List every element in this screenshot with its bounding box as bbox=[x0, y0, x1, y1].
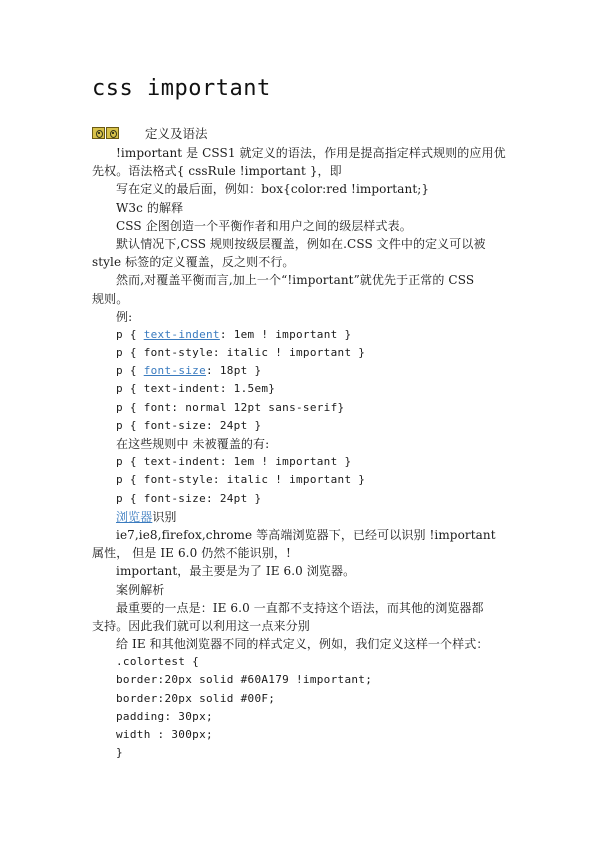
code-line bbox=[92, 726, 512, 744]
text-line bbox=[92, 144, 512, 162]
line-text: important，最主要是为了 IE 6.0 浏览器。 bbox=[116, 564, 356, 579]
code-line bbox=[92, 362, 512, 380]
text-line bbox=[92, 217, 512, 235]
text-line bbox=[92, 526, 512, 544]
line-text: !important 是 CSS1 就定义的语法，作用是提高指定样式规则的应用优 bbox=[116, 146, 506, 160]
code-line bbox=[92, 380, 512, 398]
text-line bbox=[92, 562, 512, 580]
line-text: p { font: normal 12pt sans-serif} bbox=[116, 400, 345, 414]
code-line bbox=[92, 653, 512, 671]
line-text: width : 300px; bbox=[116, 728, 213, 741]
text-line bbox=[92, 635, 512, 653]
code-line bbox=[92, 399, 512, 417]
gear-icon bbox=[92, 127, 105, 139]
line-text: 识别 bbox=[152, 509, 177, 524]
code-line bbox=[92, 690, 512, 708]
text-line bbox=[92, 599, 512, 617]
line-text: p { font-size: 24pt } bbox=[116, 418, 262, 432]
line-text: CSS 企图创造一个平衡作者和用户之间的级层样式表。 bbox=[116, 218, 412, 233]
text-line bbox=[92, 308, 512, 326]
text-line bbox=[92, 199, 512, 217]
inline-link[interactable]: 浏览器 bbox=[116, 509, 153, 524]
code-line bbox=[92, 344, 512, 362]
line-text: 支持。因此我们就可以利用这一点来分别 bbox=[92, 618, 310, 633]
line-text: p { text-indent: 1em ! important } bbox=[116, 455, 352, 469]
line-text: .colortest { bbox=[116, 655, 200, 669]
line-text: style 标签的定义覆盖，反之则不行。 bbox=[92, 255, 295, 270]
section-heading bbox=[92, 124, 208, 142]
line-text: } bbox=[116, 746, 123, 760]
text-line bbox=[92, 180, 512, 198]
text-line bbox=[92, 617, 512, 635]
text-line bbox=[92, 162, 512, 180]
inline-link[interactable]: text-indent bbox=[143, 327, 220, 341]
text-line bbox=[92, 435, 512, 453]
text-line bbox=[92, 581, 512, 599]
line-text: p { bbox=[116, 364, 144, 378]
line-text: 给 IE 和其他浏览器不同的样式定义，例如，我们定义这样一个样式： bbox=[116, 637, 489, 652]
line-text: border:20px solid #60A179 !important; bbox=[116, 673, 373, 687]
line-text: p { font-style: italic ! important } bbox=[116, 473, 366, 487]
text-line bbox=[92, 271, 512, 289]
text-line bbox=[92, 508, 512, 526]
code-line bbox=[92, 490, 512, 508]
line-text: p { font-size: 24pt } bbox=[116, 491, 262, 505]
line-text: p { font-style: italic ! important } bbox=[116, 346, 366, 360]
code-line bbox=[92, 708, 512, 726]
code-line bbox=[92, 744, 512, 762]
line-text: : 18pt } bbox=[206, 364, 262, 378]
line-text: 属性， 但是 IE 6.0 仍然不能识别，! bbox=[92, 546, 291, 561]
text-line bbox=[92, 235, 512, 253]
code-line bbox=[92, 326, 512, 344]
code-line bbox=[92, 671, 512, 689]
section-title: 定义及语法 bbox=[145, 126, 208, 141]
line-text: 案例解析 bbox=[116, 582, 165, 597]
text-line bbox=[92, 253, 512, 271]
line-text: p { bbox=[116, 327, 144, 341]
inline-link[interactable]: font-size bbox=[143, 364, 207, 378]
code-line bbox=[92, 417, 512, 435]
code-line bbox=[92, 471, 512, 489]
line-text: ie7,ie8,firefox,chrome 等高端浏览器下，已经可以识别 !important bbox=[116, 527, 496, 542]
line-text: 在这些规则中 未被覆盖的有: bbox=[116, 437, 270, 451]
line-text: 最重要的一点是：IE 6.0 一直都不支持这个语法，而其他的浏览器都 bbox=[116, 600, 484, 615]
document-body bbox=[92, 144, 512, 762]
line-text: padding: 30px; bbox=[116, 709, 213, 723]
text-line bbox=[92, 290, 512, 308]
line-text: 写在定义的最后面，例如：box{color:red !important;} bbox=[116, 182, 430, 197]
line-text: 然而,对覆盖平衡而言,加上一个“!important”就优先于正常的 CSS bbox=[116, 273, 475, 288]
gear-icon bbox=[106, 127, 119, 139]
line-text: 默认情况下,CSS 规则按级层覆盖，例如在.CSS 文件中的定义可以被 bbox=[116, 236, 486, 251]
line-text: 先权。语法格式{ cssRule !important }，即 bbox=[92, 164, 342, 179]
bullet-icon-pair bbox=[92, 127, 119, 139]
text-line bbox=[92, 544, 512, 562]
page-title: css important bbox=[92, 76, 271, 101]
line-text: W3c 的解释 bbox=[116, 200, 184, 215]
line-text: p { text-indent: 1.5em} bbox=[116, 382, 276, 396]
code-line bbox=[92, 453, 512, 471]
line-text: 例: bbox=[116, 309, 133, 324]
line-text: : 1em ! important } bbox=[219, 327, 352, 341]
line-text: border:20px solid #00F; bbox=[116, 691, 276, 705]
line-text: 规则。 bbox=[92, 291, 129, 306]
